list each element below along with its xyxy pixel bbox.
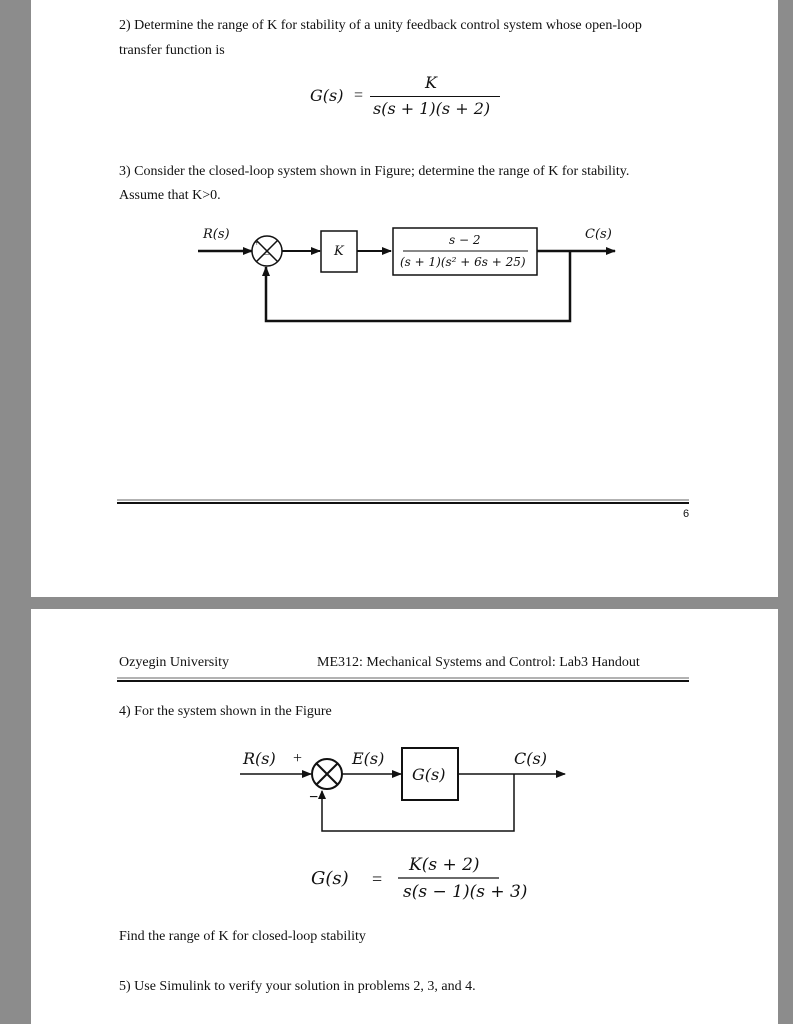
- block-diagram-1: [31, 0, 778, 597]
- diagram-2-minus-sign: −: [309, 789, 319, 806]
- diagram-2-plus-sign: +: [293, 750, 303, 767]
- equation-2-numerator: K(s + 2): [409, 855, 480, 875]
- diagram-1-input-label: R(s): [203, 227, 230, 242]
- equation-2-equals: =: [372, 869, 383, 889]
- summing-minus-sign: −: [264, 250, 270, 261]
- problem-4-question: Find the range of K for closed-loop stability: [119, 929, 366, 944]
- summing-junction-2: [312, 759, 342, 789]
- equation-1-denominator: s(s + 1)(s + 2): [373, 99, 491, 118]
- diagram-2-error-label: E(s): [352, 749, 385, 768]
- feedback-arrowhead-2: [318, 790, 326, 799]
- problem-3-text-line-1: 3) Consider the closed-loop system shown in Figure; determine the range of K for stability.: [119, 164, 630, 179]
- equation-1-numerator: K: [425, 73, 437, 92]
- equation-2-denominator: s(s − 1)(s + 3): [403, 882, 528, 902]
- problem-3-text-line-2: Assume that K>0.: [119, 188, 221, 203]
- diagram-2-input-label: R(s): [243, 749, 276, 768]
- header-university: Ozyegin University: [119, 655, 230, 670]
- block-diagram-2: [31, 609, 778, 1024]
- problem-2-text-line-1: 2) Determine the range of K for stability of a unity feedback control system whose open-loop: [119, 18, 642, 33]
- diagram-2-output-label: C(s): [514, 749, 547, 768]
- plant-numerator: s − 2: [449, 233, 481, 247]
- gain-block-label: K: [334, 244, 344, 259]
- header-course-title: ME312: Mechanical Systems and Control: Lab3 Handout: [317, 655, 640, 670]
- document-page-2: [31, 609, 778, 1024]
- feedback-arrowhead: [262, 266, 270, 276]
- summing-plus-sign: +: [254, 238, 260, 249]
- equation-2-lhs: G(s): [311, 868, 349, 889]
- equation-1-lhs: G(s): [310, 86, 344, 105]
- document-page-1: [31, 0, 778, 597]
- plant-denominator: (s + 1)(s² + 6s + 25): [400, 255, 526, 269]
- diagram-1-output-label: C(s): [585, 227, 612, 242]
- g-block-label: G(s): [412, 765, 446, 784]
- page-number: 6: [683, 508, 690, 520]
- problem-4-text: 4) For the system shown in the Figure: [119, 704, 332, 719]
- problem-2-text-line-2: transfer function is: [119, 43, 225, 58]
- problem-5-text: 5) Use Simulink to verify your solution in problems 2, 3, and 4.: [119, 979, 476, 994]
- equation-1-equals: =: [354, 87, 364, 104]
